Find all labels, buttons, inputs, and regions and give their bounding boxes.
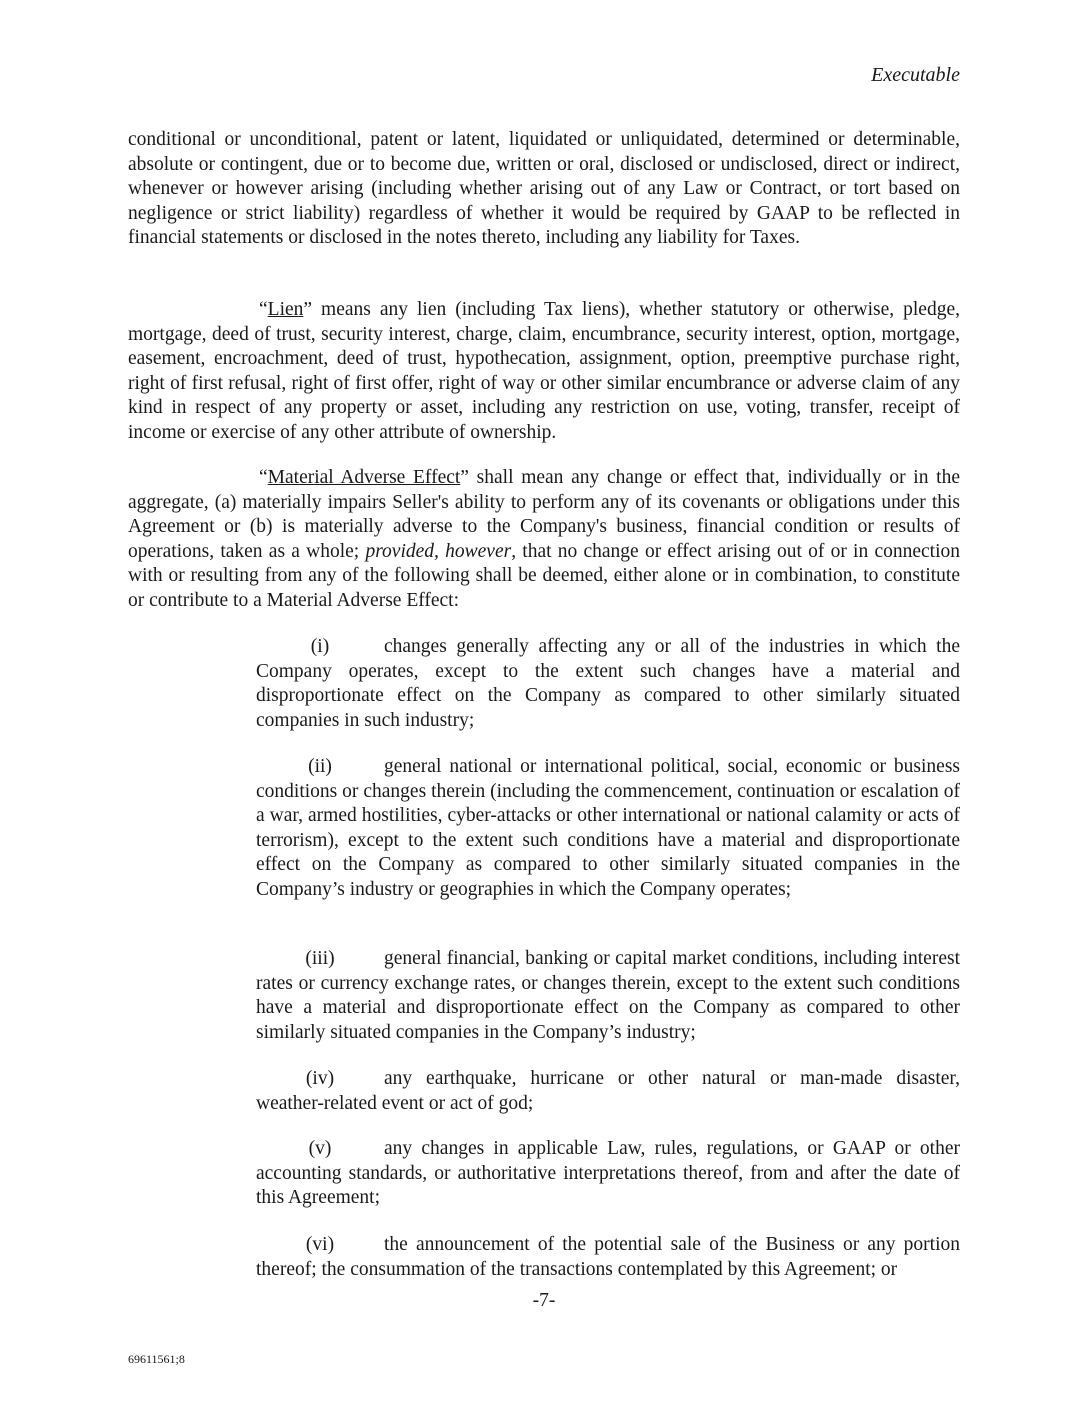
paragraph-liabilities-continued: conditional or unconditional, patent or latent, liquidated or unliquidated, determined or determinable, absolute or contingent, due or to become due, written or oral, disclosed or undisclosed, direct or indirect, whenever or however arising (including whether arising out of any Law or Contract, or tort based on negligence or strict liability) regardless of whether it would be required by GAAP to be reflected in financial statements or disclosed in the notes thereto, including any liability for Taxes. xyxy=(128,129,960,248)
defined-term-mae: Material Adverse Effect xyxy=(267,467,461,488)
list-item xyxy=(256,1137,960,1211)
list-item-text: any changes in applicable Law, rules, regulations, or GAAP or other accounting standards, or authoritative interpretations thereof, from and after the date of this Agreement; xyxy=(256,1138,960,1208)
mae-definition-text-cont: , that no change or effect arising out of or in connection with or resulting from any of the following shall be deemed, either alone or in combination, to constitute or contribute to a Material Adverse Effect: xyxy=(128,540,960,611)
list-item-text: any earthquake, hurricane or other natural or man-made disaster, weather-related event or act of god; xyxy=(256,1068,960,1114)
list-item xyxy=(256,947,960,1045)
list-item-text: general national or international political, social, economic or business conditions or changes therein (including the commencement, continuation or escalation of a war, armed hostilities, cyber-attacks or other international or national calamity or acts of terrorism), except to the extent such conditions have a material and disproportionate effect on the Company as compared to other similarly situated companies in the Company’s industry or geographies in which the Company operates; xyxy=(256,756,960,900)
open-quote: “ xyxy=(259,467,268,488)
list-item-text: general financial, banking or capital market conditions, including interest rates or currency exchange rates, or changes therein, except to the extent such conditions have a material and disproportionate effect on the Company as compared to other similarly situated companies in the Company’s industry; xyxy=(256,948,960,1043)
proviso-text: provided, however xyxy=(365,540,512,562)
list-item-number: (iv) xyxy=(305,1068,335,1089)
list-item-text: changes generally affecting any or all of the industries in which the Company operates, except to the extent such changes have a material and disproportionate effect on the Company as compared to other similarly situated companies in such industry; xyxy=(256,636,960,731)
list-item-number: (ii) xyxy=(308,756,332,777)
list-item-number: (i) xyxy=(310,636,330,657)
list-item-number: (vi) xyxy=(305,1234,335,1255)
lien-definition-text: ” means any lien (including Tax liens), whether statutory or otherwise, pledge, mortgage, deed of trust, security interest, charge, claim, encumbrance, security interest, option, mortgage, easement, encroachment, deed of trust, hypothecation, assignment, option, preemptive purchase right, right of first refusal, right of first offer, right of way or other similar encumbrance or adverse claim of any kind in respect of any property or asset, including any restriction on use, voting, transfer, receipt of income or exercise of any other attribute of ownership. xyxy=(128,299,960,443)
open-quote: “ xyxy=(259,299,268,320)
mae-definition-text: ” shall mean any change or effect that, individually or in the aggregate, (a) materially impairs Seller's ability to perform any of its covenants or obligations under this Agreement or (b) is materially adverse to the Company's business, financial condition or results of operations, taken as a whole; xyxy=(128,467,960,562)
header-tag: Executable xyxy=(871,64,960,86)
document-id: 69611561;8 xyxy=(128,1352,185,1366)
paragraph-lien-definition xyxy=(128,298,960,445)
list-item xyxy=(256,755,960,902)
list-item-number: (v) xyxy=(308,1138,332,1159)
list-item xyxy=(256,1233,960,1282)
list-item-text: the announcement of the potential sale of the Business or any portion thereof; the consummation of the transactions contemplated by this Agreement; or xyxy=(256,1234,960,1280)
defined-term-lien: Lien xyxy=(267,299,304,320)
list-item-number: (iii) xyxy=(305,948,335,969)
list-item xyxy=(256,1067,960,1116)
page-number: -7- xyxy=(532,1290,556,1311)
list-item xyxy=(256,635,960,733)
paragraph-mae-definition xyxy=(128,466,960,613)
